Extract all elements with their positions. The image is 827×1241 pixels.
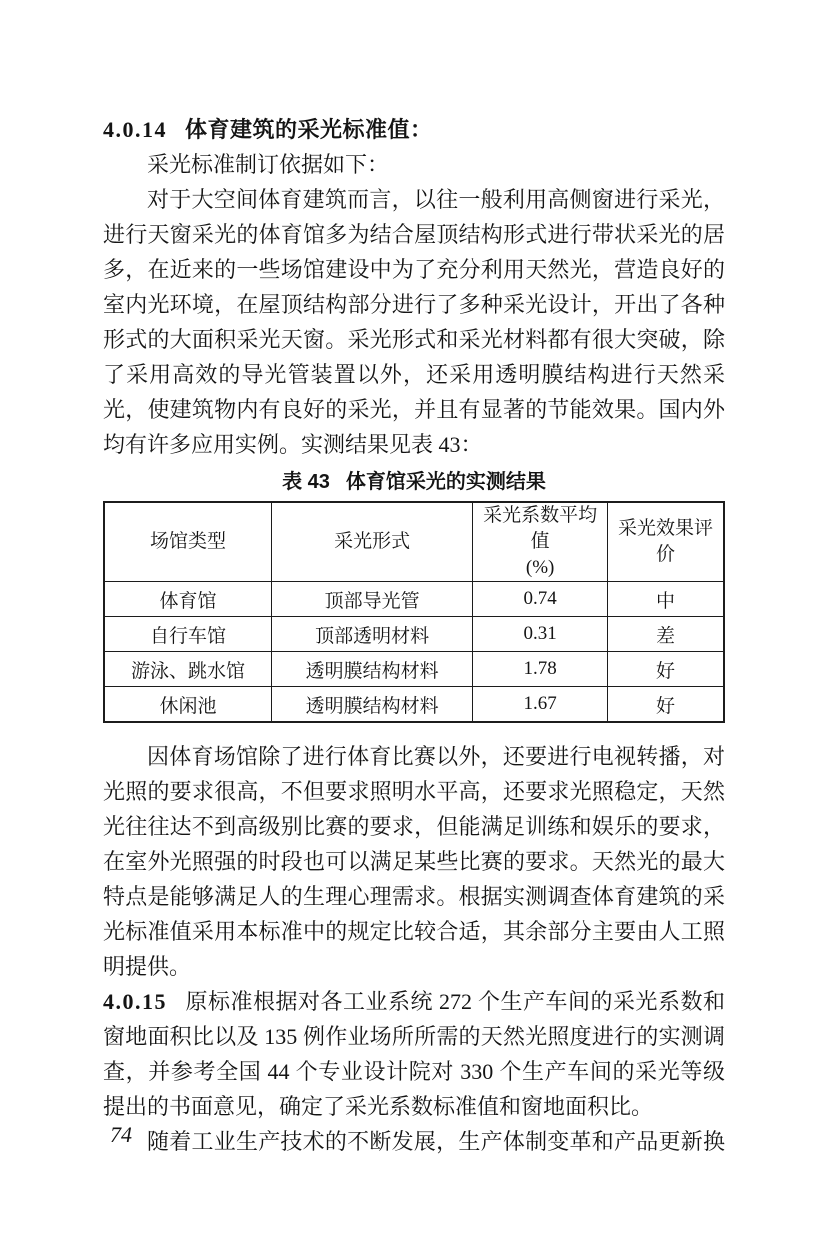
section-heading-4015	[103, 984, 725, 1019]
measurement-results-table	[103, 501, 725, 723]
table-cell: 顶部导光管	[271, 582, 473, 617]
paragraph-line: 特点是能够满足人的生理心理需求。根据实测调查体育建筑的采	[103, 884, 725, 909]
paragraph-line: 在室外光照强的时段也可以满足某些比赛的要求。天然光的最大	[103, 849, 725, 874]
section-title: 体育建筑的采光标准值：	[185, 117, 433, 142]
table-title-text: 体育馆采光的实测结果	[345, 471, 546, 493]
paragraph-line: 因体育场馆除了进行体育比赛以外，还要进行电视转播，对	[147, 744, 725, 769]
table-cell: 好	[607, 652, 724, 687]
table-cell: 1.67	[473, 687, 608, 723]
paragraph-line: 多，在近来的一些场馆建设中为了充分利用天然光，营造良好的	[103, 257, 725, 282]
column-header-daylighting-form: 采光形式	[271, 502, 473, 582]
paragraph-line: 采光标准制订依据如下：	[147, 152, 390, 177]
table-title	[103, 468, 725, 496]
paragraph-line: 进行天窗采光的体育馆多为结合屋顶结构形式进行带状采光的居	[103, 222, 725, 247]
paragraph-line: 室内光环境，在屋顶结构部分进行了多种采光设计，开出了各种	[103, 292, 725, 317]
table-cell: 透明膜结构材料	[271, 652, 473, 687]
paragraph-line: 了采用高效的导光管装置以外，还采用透明膜结构进行天然采	[103, 362, 725, 387]
page-number: 74	[110, 1122, 132, 1147]
text-block-after-table	[103, 739, 725, 1159]
table-cell: 体育馆	[104, 582, 271, 617]
section-text: 原标准根据对各工业系统 272 个生产车间的采光系数和	[185, 989, 725, 1014]
paragraph-line: 光照的要求很高，不但要求照明水平高，还要求光照稳定，天然	[103, 779, 725, 804]
paragraph-line: 对于大空间体育建筑而言，以往一般利用高侧窗进行采光，	[147, 187, 725, 212]
table-cell: 差	[607, 617, 724, 652]
column-header-daylight-factor: 采光系数平均值 (%)	[473, 502, 608, 582]
section-heading-4014	[103, 112, 725, 147]
text-column	[103, 112, 725, 1159]
table-cell: 透明膜结构材料	[271, 687, 473, 723]
table-cell: 1.78	[473, 652, 608, 687]
table-row	[104, 652, 724, 687]
table-cell: 0.31	[473, 617, 608, 652]
paragraph-line: 光标准值采用本标准中的规定比较合适，其余部分主要由人工照	[103, 919, 725, 944]
table-header-row	[104, 502, 724, 582]
paragraph-line: 光，使建筑物内有良好的采光，并且有显著的节能效果。国内外	[103, 397, 725, 422]
table-row	[104, 617, 724, 652]
column-header-venue-type: 场馆类型	[104, 502, 271, 582]
table-cell: 自行车馆	[104, 617, 271, 652]
table-cell: 中	[607, 582, 724, 617]
column-header-effect-rating: 采光效果评价	[607, 502, 724, 582]
table-cell: 游泳、跳水馆	[104, 652, 271, 687]
paragraph-line: 随着工业生产技术的不断发展，生产体制变革和产品更新换	[147, 1129, 725, 1154]
table-row	[104, 687, 724, 723]
paragraph-line: 均有许多应用实例。实测结果见表 43：	[103, 432, 483, 457]
paragraph-line: 提出的书面意见，确定了采光系数标准值和窗地面积比。	[103, 1094, 654, 1119]
table-row	[104, 582, 724, 617]
paragraph-line: 形式的大面积采光天窗。采光形式和采光材料都有很大突破，除	[103, 327, 725, 352]
paragraph-line: 明提供。	[103, 954, 192, 979]
table-cell: 休闲池	[104, 687, 271, 723]
table-cell: 顶部透明材料	[271, 617, 473, 652]
table-cell: 好	[607, 687, 724, 723]
paragraph-line: 窗地面积比以及 135 例作业场所所需的天然光照度进行的实测调	[103, 1024, 725, 1049]
paragraph-line: 光往往达不到高级别比赛的要求，但能满足训练和娱乐的要求，	[103, 814, 725, 839]
percent-unit: (%)	[525, 557, 555, 578]
table-number: 表 43	[282, 471, 330, 493]
table-cell: 0.74	[473, 582, 608, 617]
section-number: 4.0.14	[103, 117, 167, 142]
paragraph-line: 查，并参考全国 44 个专业设计院对 330 个生产车间的采光等级	[103, 1059, 725, 1084]
section-number: 4.0.15	[103, 989, 167, 1014]
